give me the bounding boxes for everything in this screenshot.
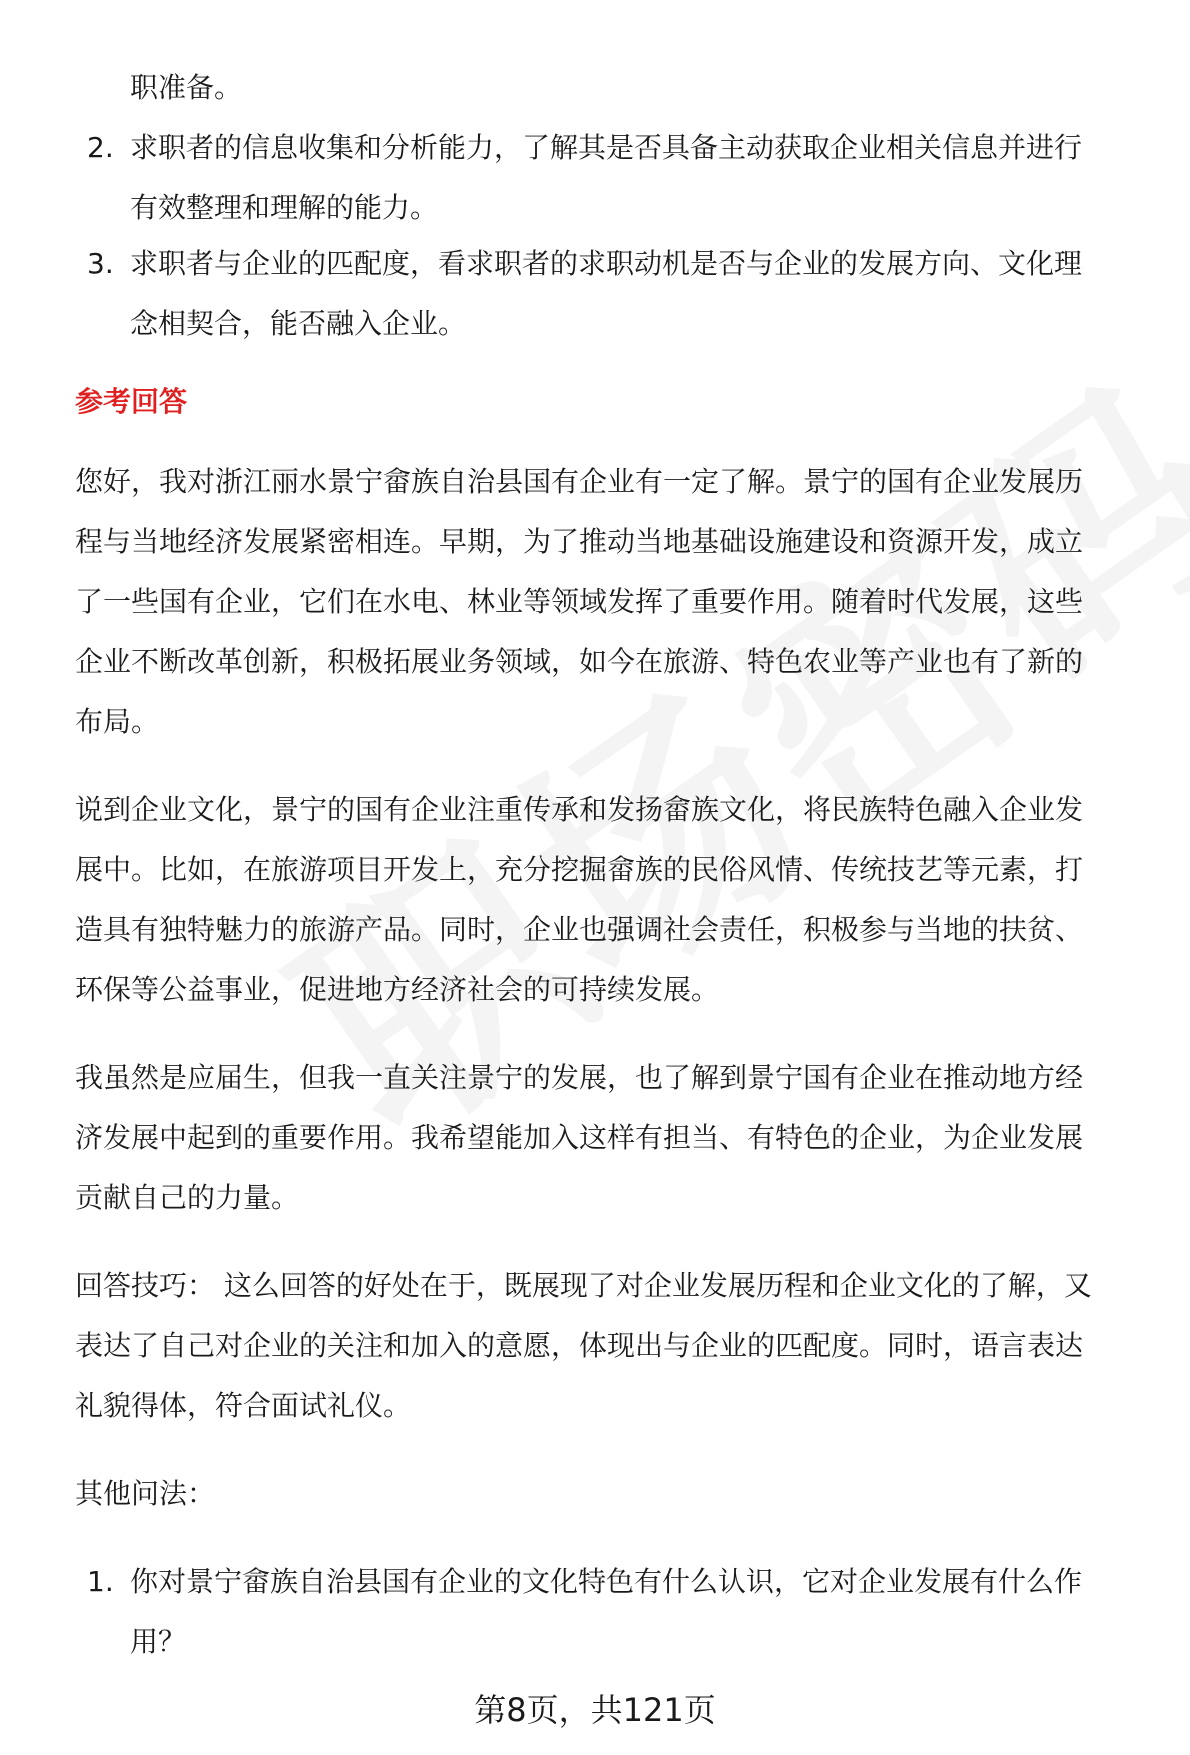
text-line: 礼貌得体，符合面试礼仪。	[75, 1389, 412, 1422]
list-item	[75, 234, 1175, 354]
text-line: 说到企业文化，景宁的国有企业注重传承和发扬畲族文化，将民族特色融入企业发	[75, 793, 1084, 826]
answer-paragraph	[75, 452, 1175, 752]
text-line: 贡献自己的力量。	[75, 1181, 300, 1214]
list-item	[75, 118, 1175, 238]
text-line: 用？	[130, 1625, 187, 1658]
text-line: 您好，我对浙江丽水景宁畲族自治县国有企业有一定了解。景宁的国有企业发展历	[75, 465, 1084, 498]
text-line: 了一些国有企业，它们在水电、林业等领域发挥了重要作用。随着时代发展，这些	[75, 585, 1084, 618]
list-item-continuation	[75, 58, 1175, 118]
text-line: 展中。比如，在旅游项目开发上，充分挖掘畲族的民俗风情、传统技艺等元素，打	[75, 853, 1084, 886]
text-line: 有效整理和理解的能力。	[130, 191, 439, 224]
text-line: 企业不断改革创新，积极拓展业务领域，如今在旅游、特色农业等产业也有了新的	[75, 645, 1084, 678]
other-questions-heading: 其他问法：	[75, 1477, 216, 1510]
answer-paragraph	[75, 780, 1175, 1020]
text-line: 回答技巧： 这么回答的好处在于，既展现了对企业发展历程和企业文化的了解，又	[75, 1269, 1092, 1302]
text-line: 造具有独特魅力的旅游产品。同时，企业也强调社会责任，积极参与当地的扶贫、	[75, 913, 1084, 946]
text-line: 求职者的信息收集和分析能力，了解其是否具备主动获取企业相关信息并进行	[130, 131, 1083, 164]
page-content	[75, 58, 1175, 1672]
answer-paragraph	[75, 1048, 1175, 1228]
list-number: 1.	[87, 1565, 114, 1598]
text-line: 环保等公益事业，促进地方经济社会的可持续发展。	[75, 973, 720, 1006]
section-title-reference: 参考回答	[75, 385, 188, 418]
tips-paragraph	[75, 1256, 1175, 1436]
text-line: 济发展中起到的重要作用。我希望能加入这样有担当、有特色的企业，为企业发展	[75, 1121, 1084, 1154]
page-footer: 第8页，共121页	[474, 1691, 716, 1729]
text-line: 求职者与企业的匹配度，看求职者的求职动机是否与企业的发展方向、文化理	[130, 247, 1083, 280]
text-line: 程与当地经济发展紧密相连。早期，为了推动当地基础设施建设和资源开发，成立	[75, 525, 1084, 558]
list-number: 3.	[87, 247, 114, 280]
text-line: 布局。	[75, 705, 160, 738]
list-number: 2.	[87, 131, 114, 164]
list-item	[75, 1552, 1175, 1672]
text-line: 念相契合，能否融入企业。	[130, 307, 467, 340]
text-line: 我虽然是应届生，但我一直关注景宁的发展，也了解到景宁国有企业在推动地方经	[75, 1061, 1084, 1094]
text-line: 职准备。	[130, 71, 243, 104]
text-line: 你对景宁畲族自治县国有企业的文化特色有什么认识，它对企业发展有什么作	[130, 1565, 1083, 1598]
text-line: 表达了自己对企业的关注和加入的意愿，体现出与企业的匹配度。同时，语言表达	[75, 1329, 1084, 1362]
